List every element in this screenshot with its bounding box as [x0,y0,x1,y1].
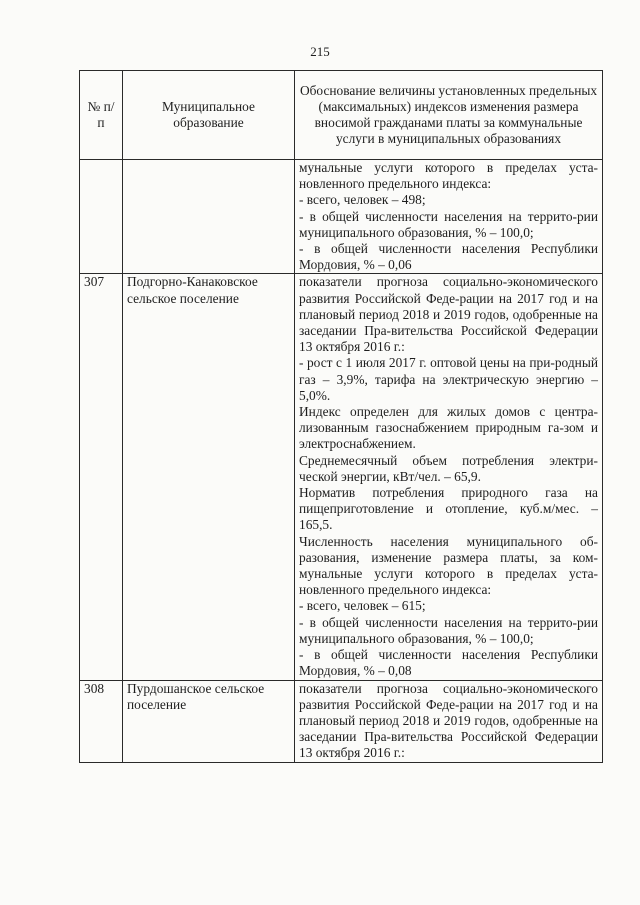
table-row [80,160,603,274]
row-justification [295,274,603,680]
justification-line: - рост с 1 июля 2017 г. оптовой цены на при-родный газ – 3,9%, тарифа на электрическую энергию – 5,0%. [299,355,598,403]
table-header-row [80,71,603,160]
row-municipality: Пурдошанское сельское поселение [123,680,295,762]
justification-line: Норматив потребления природного газа на пищеприготовление и отопление, куб.м/мес. – 165,5. [299,485,598,533]
justification-line: Среднемесячный объем потребления электри-ческой энергии, кВт/чел. – 65,9. [299,452,598,484]
justification-line: - всего, человек – 615; [299,598,426,614]
justification-line: показатели прогноза социально-экономического развития Российской Феде-рации на 2017 год и на плановый период 2018 и 2019 годов, одобренные на заседании Пра-вительства Российской Федерации 13 октября 2016 г.: [299,274,598,355]
justification-line: мунальные услуги которого в пределах уста-новленного предельного индекса: [299,160,598,192]
municipal-index-table [79,70,603,763]
justification-line: Численность населения муниципального об-разования, изменение размера платы, за ком-мунальные услуги которого в пределах уста-новленного предельного индекса: [299,533,598,598]
row-municipality [123,160,295,274]
header-col-number: № п/п [80,71,123,160]
row-municipality: Подгорно-Канаковское сельское поселение [123,274,295,680]
row-justification [295,160,603,274]
row-number [80,160,123,274]
justification-line: показатели прогноза социально-экономического развития Российской Феде-рации на 2017 год и на плановый период 2018 и 2019 годов, одобренные на заседании Пра-вительства Российской Федерации 13 октября 2016 г.: [299,680,598,761]
header-col-justification: Обоснование величины установленных предельных (максимальных) индексов изменения размера вносимой гражданами платы за коммунальные услуги в муниципальных образованиях [295,71,603,160]
justification-line: - в общей численности населения Республики Мордовия, % – 0,06 [299,241,598,273]
page-number: 215 [310,44,330,59]
table-row [80,274,603,680]
row-number: 308 [80,680,123,762]
table-row [80,680,603,762]
row-number: 307 [80,274,123,680]
justification-line: - в общей численности населения на террито-рии муниципального образования, % – 100,0; [299,614,598,646]
justification-line: Индекс определен для жилых домов с центра-лизованным газоснабжением природным га-зом и электроснабжением. [299,404,598,452]
justification-line: - в общей численности населения на террито-рии муниципального образования, % – 100,0; [299,208,598,240]
row-justification [295,680,603,762]
justification-line: - в общей численности населения Республики Мордовия, % – 0,08 [299,647,598,679]
header-col-municipality: Муниципальное образование [123,71,295,160]
justification-line: - всего, человек – 498; [299,192,426,208]
